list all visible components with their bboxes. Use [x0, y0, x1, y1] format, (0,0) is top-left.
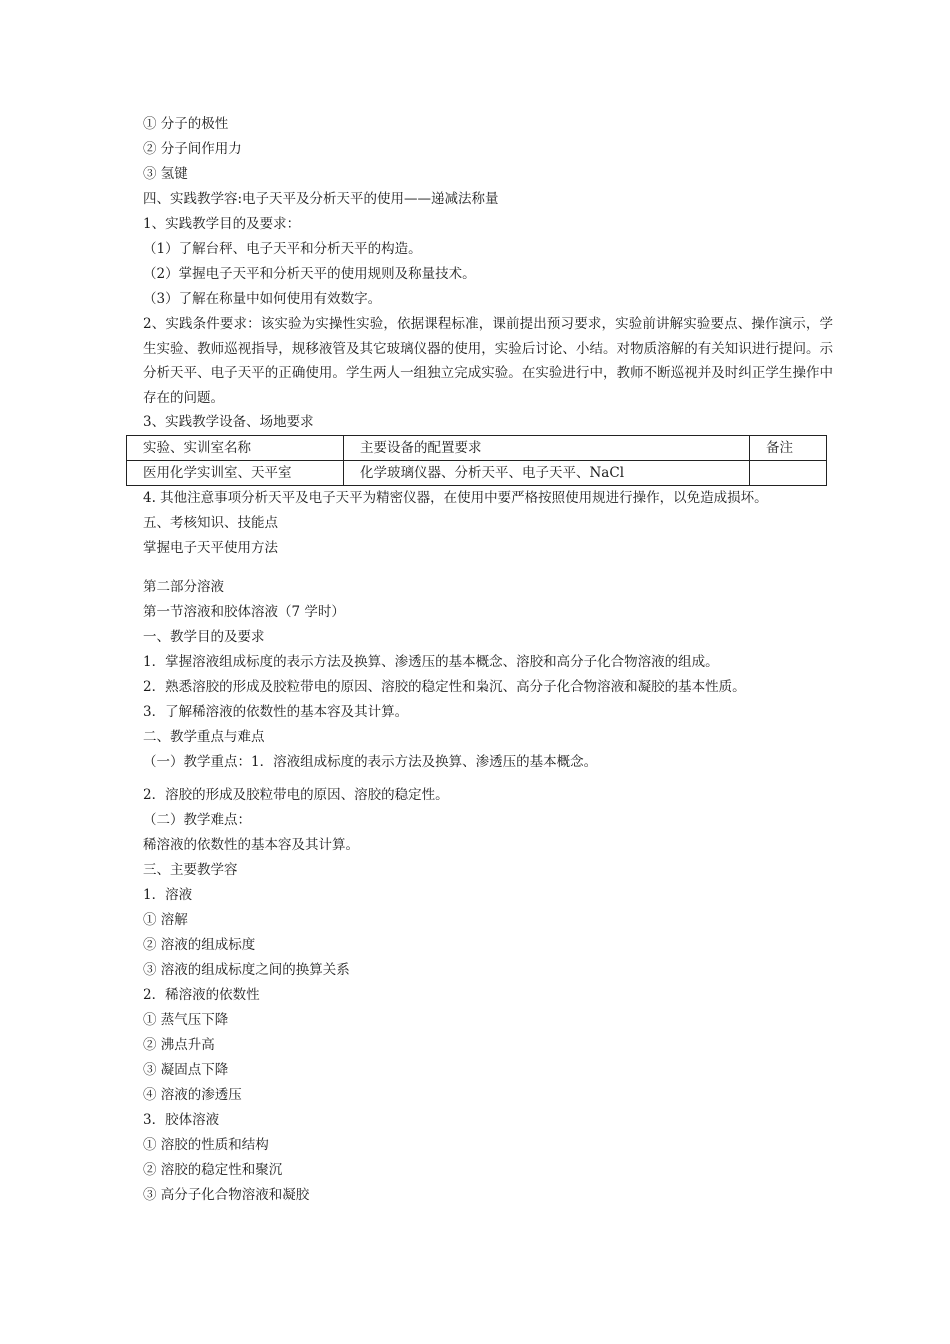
key-points-2: 2．溶胶的形成及胶粒带电的原因、溶胶的稳定性。: [143, 787, 449, 803]
top-item: ② 分子间作用力: [143, 141, 242, 157]
content-item: 2．稀溶液的依数性: [143, 987, 260, 1003]
content-item: ② 沸点升高: [143, 1037, 215, 1053]
goal-item: （1）了解台秤、电子天平和分析天平的构造。: [143, 241, 422, 257]
section4-title: 四、实践教学容:电子天平及分析天平的使用——递减法称量: [143, 191, 499, 207]
content-item: 3．胶体溶液: [143, 1112, 220, 1128]
table-row: [127, 461, 827, 486]
content-title: 三、主要教学容: [143, 862, 238, 878]
table-header-row: [127, 436, 827, 461]
difficult-title: （二）教学难点：: [143, 812, 251, 828]
content-item: 1．溶液: [143, 887, 193, 903]
content-item: ① 溶胶的性质和结构: [143, 1137, 269, 1153]
content-item: ③ 凝固点下降: [143, 1062, 229, 1078]
table-cell: 医用化学实训室、天平室: [127, 461, 344, 486]
goal-item: （3）了解在称量中如何使用有效数字。: [143, 291, 382, 307]
content-item: ④ 溶液的渗透压: [143, 1087, 242, 1103]
content-item: ② 溶胶的稳定性和聚沉: [143, 1162, 283, 1178]
content-item: ③ 高分子化合物溶液和凝胶: [143, 1187, 310, 1203]
equipment-table: [126, 435, 827, 486]
table-header-cell: 主要设备的配置要求: [344, 436, 750, 461]
table-header-cell: 实验、实训室名称: [127, 436, 344, 461]
table-cell: [750, 461, 827, 486]
equipment-title: 3、实践教学设备、场地要求: [143, 414, 314, 430]
key-points-1: （一）教学重点：1．溶液组成标度的表示方法及换算、渗透压的基本概念。: [143, 754, 598, 770]
difficult-body: 稀溶液的依数性的基本容及其计算。: [143, 837, 359, 853]
goals-title: 1、实践教学目的及要求：: [143, 216, 301, 232]
section5-title: 五、考核知识、技能点: [143, 515, 278, 531]
other-notes: 4. 其他注意事项分析天平及电子天平为精密仪器，在使用中要严格按照使用规进行操作，以免造成损坏。: [143, 490, 768, 506]
spacer: [143, 561, 833, 575]
top-item: ③ 氢键: [143, 166, 188, 182]
conditions-paragraph: 2、实践条件要求：该实验为实操性实验，依据课程标准，课前提出预习要求，实验前讲解实验要点、操作演示，学生实验、教师巡视指导，规移液管及其它玻璃仪器的使用，实验后讨论、小结。对物质溶解的有关知识进行提问。示分析天平、电子天平的正确使用。学生两人一组独立完成实验。在实验进行中，教师不断巡视并及时纠正学生操作中存在的问题。: [143, 316, 833, 406]
goal-item: （2）掌握电子天平和分析天平的使用规则及称量技术。: [143, 266, 476, 282]
table-header-cell: 备注: [750, 436, 827, 461]
document-page: [143, 112, 833, 1208]
content-item: ① 溶解: [143, 912, 188, 928]
aim-item: 2．熟悉溶胶的形成及胶粒带电的原因、溶胶的稳定性和枭沉、高分子化合物溶液和凝胶的基本性质。: [143, 679, 746, 695]
key-title: 二、教学重点与难点: [143, 729, 265, 745]
spacer: [143, 775, 833, 783]
content-item: ② 溶液的组成标度: [143, 937, 256, 953]
aim-item: 1．掌握溶液组成标度的表示方法及换算、渗透压的基本概念、溶胶和高分子化合物溶液的组成。: [143, 654, 719, 670]
chapter1-title: 第一节溶液和胶体溶液（7 学时）: [143, 604, 345, 620]
aim-item: 3．了解稀溶液的依数性的基本容及其计算。: [143, 704, 409, 720]
part2-title: 第二部分溶液: [143, 579, 224, 595]
top-item: ① 分子的极性: [143, 116, 229, 132]
table-cell: 化学玻璃仪器、分析天平、电子天平、NaCl: [344, 461, 750, 486]
section5-body: 掌握电子天平使用方法: [143, 540, 278, 556]
content-item: ① 蒸气压下降: [143, 1012, 229, 1028]
content-item: ③ 溶液的组成标度之间的换算关系: [143, 962, 350, 978]
aims-title: 一、教学目的及要求: [143, 629, 265, 645]
